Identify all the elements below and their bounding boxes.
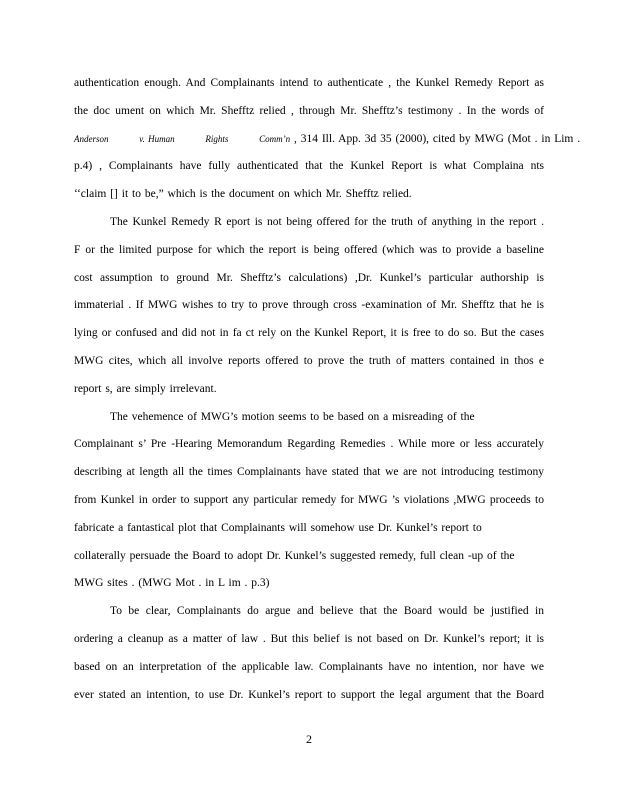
text-line: authentication enough. And Complainants intend to authenticate , the Kunkel Remedy Report as — [74, 77, 544, 89]
body-text — [74, 70, 581, 709]
text-line: To be clear, Complainants do argue and believe that the Board would be justified in — [110, 605, 544, 618]
citation-text: , 314 Ill. App. 3d 35 (2000), cited by MWG (Mot . in Lim . — [293, 132, 581, 145]
case-name-anderson: Anderson — [74, 133, 109, 144]
case-name-human: v. Human — [139, 133, 175, 144]
page-number: 2 — [306, 732, 312, 746]
text-line: describing at length all the times Complainants have stated that we are not introducing testimony — [74, 466, 544, 479]
text-line: MWG cites, which all involve reports offered to prove the truth of matters contained in thos e — [74, 354, 544, 367]
text-line: The Kunkel Remedy R eport is not being offered for the truth of anything in the report . — [110, 215, 544, 228]
case-name-commn: Comm’n — [259, 133, 291, 144]
text-line: MWG sites . (MWG Mot . in L im . p.3) — [74, 577, 270, 590]
text-line: ordering a cleanup as a matter of law . But this belief is not based on Dr. Kunkel’s report; it is — [74, 632, 544, 645]
text-line: The vehemence of MWG’s motion seems to be based on a misreading of the — [110, 410, 475, 423]
text-line: report s, are simply irrelevant. — [74, 382, 217, 395]
text-line: lying or confused and did not in fa ct rely on the Kunkel Report, it is free to do so. But the cases — [74, 327, 544, 340]
text-line: ever stated an intention, to use Dr. Kunkel’s report to support the legal argument that the Board — [74, 688, 544, 701]
case-name-rights: Rights — [205, 133, 229, 144]
text-line: fabricate a fantastical plot that Complainants will somehow use Dr. Kunkel’s report to — [74, 521, 482, 534]
text-line: collaterally persuade the Board to adopt Dr. Kunkel’s suggested remedy, full clean -up of the — [74, 549, 515, 562]
text-line: F or the limited purpose for which the report is being offered (which was to provide a baseline — [74, 243, 544, 256]
text-line: p.4) , Complainants have fully authenticated that the Kunkel Report is what Complaina nts — [74, 160, 544, 173]
text-line: cost assumption to ground Mr. Shefftz’s calculations) ,Dr. Kunkel’s particular authorship is — [74, 271, 544, 284]
text-line: immaterial . If MWG wishes to try to prove through cross -examination of Mr. Shefftz that he is — [74, 299, 544, 312]
text-line: from Kunkel in order to support any particular remedy for MWG ’s violations ,MWG proceeds to — [74, 493, 544, 506]
text-line: the doc ument on which Mr. Shefftz relied , through Mr. Shefftz’s testimony . In the words of — [74, 104, 544, 117]
text-line: Complainant s’ Pre -Hearing Memorandum Regarding Remedies . While more or less accurately — [74, 438, 544, 451]
text-line: ‘‘claim [] it to be,” which is the document on which Mr. Shefftz relied. — [74, 188, 412, 201]
text-line — [74, 126, 581, 154]
text-line: based on an interpretation of the applicable law. Complainants have no intention, nor have we — [74, 660, 544, 673]
